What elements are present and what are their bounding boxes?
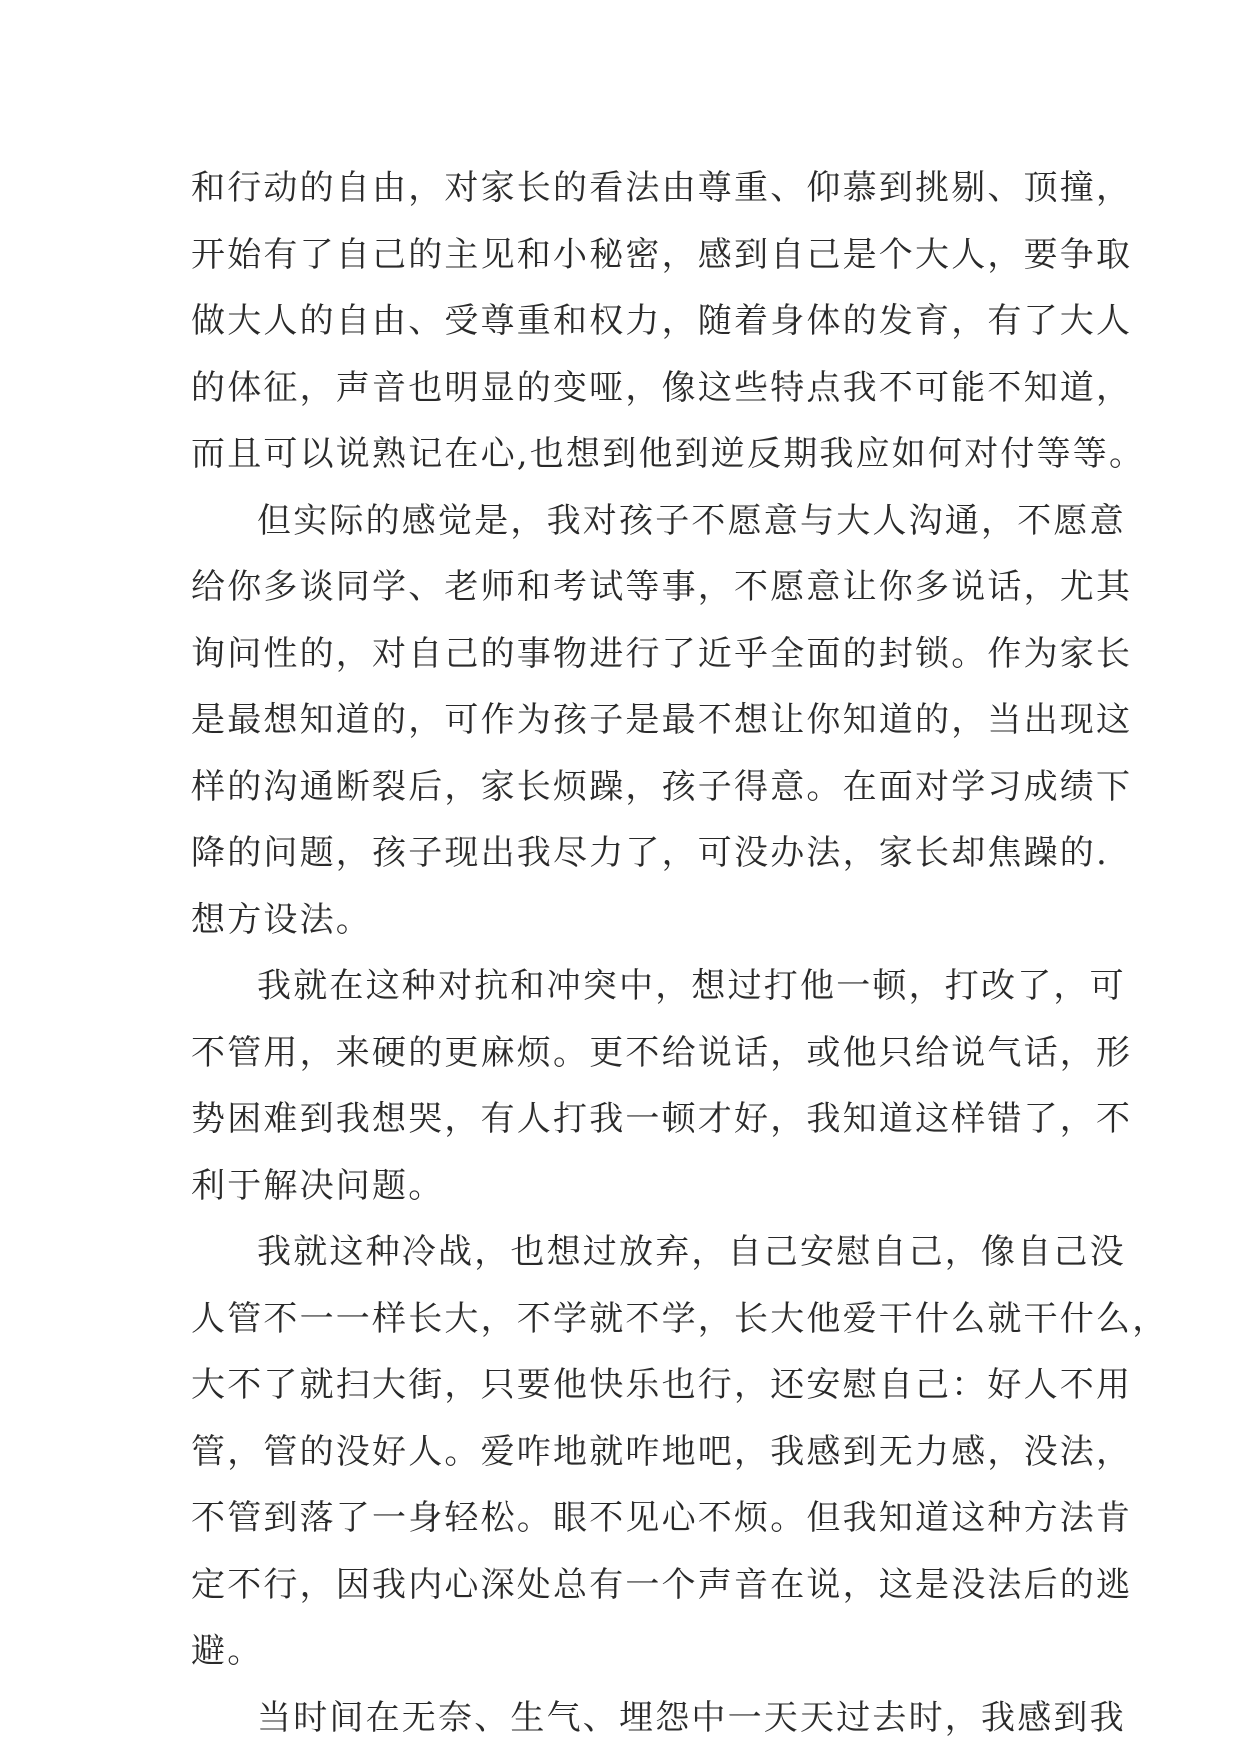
text-line: 询问性的，对自己的事物进行了近乎全面的封锁。作为家长 (191, 633, 1133, 674)
paragraph-first-line: 我就这种冷战，也想过放弃，自己安慰自己，像自己没 (257, 1232, 1126, 1272)
text-line: 开始有了自己的主见和小秘密，感到自己是个大人，要争取 (191, 234, 1133, 275)
text-line: 而且可以说熟记在心,也想到他到逆反期我应如何对付等等。 (191, 434, 1146, 474)
paragraph-first-line: 我就在这种对抗和冲突中，想过打他一顿，打改了，可 (257, 966, 1126, 1006)
paragraph-first-line: 当时间在无奈、生气、埋怨中一天天过去时，我感到我 (257, 1697, 1126, 1738)
text-line: 势困难到我想哭，有人打我一顿才好，我知道这样错了，不 (191, 1099, 1133, 1139)
text-line: 给你多谈同学、老师和考试等事，不愿意让你多说话，尤其 (191, 567, 1133, 607)
text-line: 避。 (191, 1631, 264, 1671)
body-text (191, 155, 1169, 1751)
text-line: 利于解决问题。 (191, 1165, 445, 1206)
text-line: 做大人的自由、受尊重和权力，随着身体的发育，有了大人 (191, 301, 1133, 341)
text-line: 是最想知道的，可作为孩子是最不想让你知道的，当出现这 (191, 700, 1133, 740)
text-line: 想方设法。 (191, 899, 372, 940)
text-line: 的体征，声音也明显的变哑，像这些特点我不可能不知道， (191, 367, 1133, 408)
text-line: 不管到落了一身轻松。眼不见心不烦。但我知道这种方法肯 (191, 1498, 1133, 1538)
paragraph-first-line: 但实际的感觉是，我对孩子不愿意与大人沟通，不愿意 (257, 500, 1126, 541)
text-line: 管，管的没好人。爱咋地就咋地吧，我感到无力感，没法， (191, 1431, 1133, 1472)
text-line: 和行动的自由，对家长的看法由尊重、仰慕到挑剔、顶撞， (191, 168, 1133, 208)
text-line: 大不了就扫大街，只要他快乐也行，还安慰自己：好人不用 (191, 1365, 1133, 1405)
text-line: 降的问题，孩子现出我尽力了，可没办法，家长却焦躁的. (191, 833, 1110, 873)
text-line: 不管用，来硬的更麻烦。更不给说话，或他只给说气话，形 (191, 1032, 1133, 1073)
text-line: 人管不一一样长大，不学就不学，长大他爱干什么就干什么， (191, 1298, 1169, 1339)
text-line: 定不行，因我内心深处总有一个声音在说，这是没法后的逃 (191, 1564, 1133, 1605)
text-line: 样的沟通断裂后，家长烦躁，孩子得意。在面对学习成绩下 (191, 766, 1133, 807)
